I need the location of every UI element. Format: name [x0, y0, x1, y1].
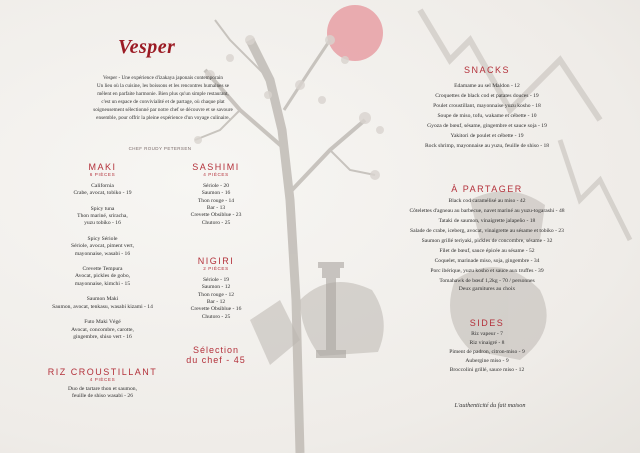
- item-desc: Avocat, concombre, carotte,: [71, 326, 134, 333]
- intro-line: Vesper - Une expérience d'izakaya japonais contemporain: [103, 75, 223, 81]
- sides-section: [378, 320, 596, 374]
- item-name: Tomahawk de bœuf 1,2kg - 70 / personnes: [439, 278, 535, 285]
- menu-item: Poulet croustillant, mayonnaise yuzu kosho - 18: [433, 103, 541, 110]
- menu-item: Rock shrimp, mayonnaise au yuzu, feuille de shiso - 18: [424, 143, 550, 150]
- menu-item: Bar - 13: [206, 205, 226, 212]
- menu-item: Riz vapeur - 7: [471, 331, 503, 338]
- riz-section: [40, 369, 165, 401]
- item-desc: mayonnaise, wasabi - 16: [74, 250, 131, 257]
- menu-item: Porc ibérique, yuzu kosho et sauce aux truffes - 39: [430, 268, 544, 275]
- menu-item: Tataki de saumon, vinaigrette jalapeño - 18: [438, 218, 536, 225]
- item-desc: feuille de shiso wasabi - 26: [71, 393, 134, 400]
- chef-name: CHEF ROUDY PETERSEN: [128, 146, 192, 151]
- menu-item: Crevette Obsiblue - 16: [190, 306, 242, 313]
- menu-item: Saumon - 16: [201, 190, 231, 197]
- menu-item: Yakitori de poulet et cébette - 19: [450, 133, 524, 140]
- section-subtitle: 4 PIÈCES: [203, 172, 229, 178]
- item-name: Spicy tuna: [90, 205, 115, 212]
- menu-item: Thon rouge - 12: [197, 291, 235, 298]
- item-desc: Sériole, avocat, piment vert,: [70, 243, 135, 250]
- intro-line: mêlent en parfaite harmonie. Bien plus qu'un simple restaurant,: [97, 91, 229, 98]
- menu-item: Aubergine miso - 9: [465, 358, 509, 365]
- section-title: SIDES: [469, 318, 505, 328]
- menu-item: Crevette Obsiblue - 23: [190, 212, 242, 219]
- chef-selection: [168, 345, 264, 365]
- menu-item: [40, 296, 165, 311]
- menu-item: Chutoro - 25: [201, 219, 231, 226]
- section-title: RIZ CROUSTILLANT: [47, 367, 158, 377]
- intro-line: Un lieu où la cuisine, les boissons et les rencontres humaines se: [96, 83, 230, 90]
- section-subtitle: 4 PIÈCES: [89, 377, 116, 383]
- menu-item: Soupe de miso, tofu, wakame et cébette - 10: [437, 113, 537, 120]
- menu-item: Saumon grillé teriyaki, pickles de concombre, sésame - 32: [421, 238, 553, 245]
- item-desc: mayonnaise, kimchi - 15: [74, 280, 131, 287]
- partager-section: [378, 186, 596, 296]
- menu-item: Broccolini grillé, sauce miso - 12: [449, 367, 525, 374]
- menu-item: [40, 319, 165, 341]
- section-title: NIGIRI: [197, 256, 235, 266]
- footer-tagline: L'authenticité du fait maison: [454, 402, 526, 409]
- section-title: SNACKS: [463, 65, 510, 75]
- menu-item: Bar - 12: [206, 299, 226, 306]
- item-name: Crevette Tempura: [82, 266, 123, 273]
- menu-item: [40, 266, 165, 288]
- section-subtitle: 6 PIÈCES: [89, 172, 116, 178]
- item-desc: Duo de tartare thon et saumon,: [68, 385, 137, 392]
- menu-item: Thon rouge - 14: [197, 197, 235, 204]
- maki-section: [40, 164, 165, 345]
- item-desc: yuzu tobiko - 16: [84, 220, 121, 227]
- intro-text: [63, 74, 263, 123]
- menu-item: Sériole - 20: [202, 182, 230, 189]
- item-desc: Deux garnitures au choix: [458, 285, 516, 292]
- section-title: SASHIMI: [192, 162, 240, 172]
- item-name: Futo Maki Végé: [84, 319, 121, 326]
- menu-item: Sériole - 19: [202, 276, 230, 283]
- section-title: À PARTAGER: [451, 184, 523, 194]
- menu-item: Piment de padron, citron-miso - 9: [449, 349, 525, 356]
- item-desc: gingembre, shiso vert - 16: [73, 333, 132, 340]
- menu-item: Côtelettes d'agneau au barbecue, navet mariné au yuzu-togarashi - 48: [409, 208, 565, 215]
- menu-item: Coquelet, marinade miso, soja, gingembre - 34: [434, 258, 540, 265]
- menu-item: [40, 236, 165, 258]
- menu-item: Black cod caramélisé au miso - 42: [448, 198, 526, 205]
- intro-line: soigneusement sélectionné par notre chef se découvre et se savoure: [93, 107, 233, 114]
- section-title: MAKI: [88, 162, 117, 172]
- menu-item: Salade de crabe, iceberg, avocat, vinaigrette au sésame et tobiko - 23: [410, 228, 564, 235]
- snacks-section: [378, 67, 596, 153]
- intro-line: c'est un espace de convivialité et de partage, où chaque plat: [101, 99, 225, 106]
- item-desc: Thon mariné, sriracha,: [77, 213, 128, 220]
- item-name: Saumon Maki: [86, 296, 119, 303]
- menu-item: Riz vinaigré - 8: [469, 340, 505, 347]
- selection-price: du chef - 45: [186, 355, 246, 365]
- menu-item: [40, 183, 165, 198]
- nigiri-section: [177, 258, 255, 321]
- menu-item: Croquettes de black cod et patates douces - 19: [435, 93, 539, 100]
- item-name: California: [91, 182, 114, 189]
- menu-item: Filet de bœuf, sauce épicée au sésame - 52: [439, 248, 535, 255]
- menu-item: [40, 206, 165, 228]
- brand-logo: Vesper: [118, 36, 176, 58]
- item-desc: Saumon, avocat, tenkasu, wasabi kizami - 14: [52, 303, 153, 310]
- menu-item: [378, 278, 596, 293]
- item-name: Spicy Sériole: [87, 235, 118, 242]
- menu-item: Edamame au sel Maldon - 12: [454, 83, 520, 90]
- menu-item: Saumon - 12: [201, 284, 231, 291]
- item-desc: Crabe, avocat, tobiko - 19: [73, 190, 132, 197]
- sashimi-section: [177, 164, 255, 227]
- menu-item: Gyoza de bœuf, sésame, gingembre et sauce soja - 19: [427, 123, 547, 130]
- section-subtitle: 2 PIÈCES: [203, 266, 229, 272]
- red-sun-icon: [327, 5, 383, 61]
- item-desc: Avocat, pickles de gobo,: [74, 273, 131, 280]
- selection-title: Sélection: [192, 345, 240, 355]
- intro-line: ensemble, pour offrir la pleine expérience d'un voyage culinaire.: [96, 115, 230, 122]
- menu-item: Chutoro - 25: [201, 313, 231, 320]
